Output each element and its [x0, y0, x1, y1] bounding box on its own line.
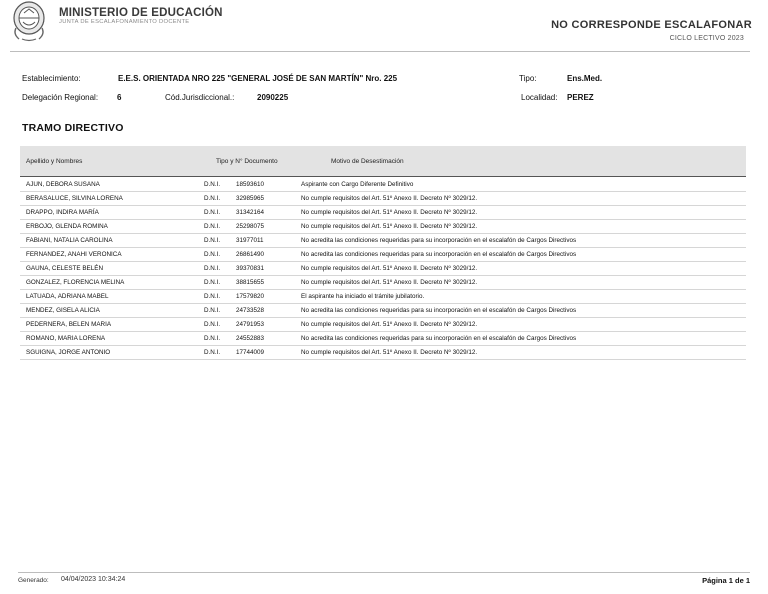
cell-doc-type: D.N.I. — [204, 321, 221, 328]
table-row — [20, 206, 746, 220]
cell-reason: No acredita las condiciones requeridas para su incorporación en el escalafón de Cargos Directivos — [301, 335, 577, 342]
cell-doc-type: D.N.I. — [204, 251, 221, 258]
cell-doc-type: D.N.I. — [204, 195, 221, 202]
cell-name: ROMANO, MARIA LORENA — [26, 335, 106, 342]
tipo-label: Tipo: — [519, 74, 537, 83]
table-row — [20, 290, 746, 304]
cell-reason: No cumple requisitos del Art. 51º Anexo II. Decreto Nº 3029/12. — [301, 209, 478, 216]
cell-reason: No cumple requisitos del Art. 51º Anexo II. Decreto Nº 3029/12. — [301, 195, 478, 202]
table-row — [20, 346, 746, 360]
table-row — [20, 192, 746, 206]
cell-name: GONZALEZ, FLORENCIA MELINA — [26, 279, 125, 286]
cell-name: AJUN, DEBORA SUSANA — [26, 181, 100, 188]
cell-reason: No acredita las condiciones requeridas para su incorporación en el escalafón de Cargos Directivos — [301, 307, 577, 314]
delegacion-label: Delegación Regional: — [22, 93, 99, 102]
cell-doc-type: D.N.I. — [204, 209, 221, 216]
cell-name: MENDEZ, GISELA ALICIA — [26, 307, 100, 314]
cell-doc-type: D.N.I. — [204, 279, 221, 286]
cell-doc-type: D.N.I. — [204, 237, 221, 244]
table-row — [20, 178, 746, 192]
table-row — [20, 234, 746, 248]
cell-doc-number: 24791953 — [236, 321, 265, 328]
cell-reason: No acredita las condiciones requeridas para su incorporación en el escalafón de Cargos Directivos — [301, 237, 577, 244]
cell-doc-number: 24733528 — [236, 307, 265, 314]
cell-name: LATUADA, ADRIANA MABEL — [26, 293, 109, 300]
cell-reason: No cumple requisitos del Art. 51º Anexo II. Decreto Nº 3029/12. — [301, 265, 478, 272]
cell-doc-number: 25298075 — [236, 223, 265, 230]
coat-of-arms-icon — [10, 0, 48, 42]
cell-doc-number: 17744009 — [236, 349, 265, 356]
tipo-value: Ens.Med. — [567, 74, 603, 83]
school-cycle: CICLO LECTIVO 2023 — [669, 35, 744, 42]
column-header-name: Apellido y Nombres — [26, 158, 83, 165]
cell-doc-type: D.N.I. — [204, 293, 221, 300]
cell-reason: El aspirante ha iniciado el trámite jubilatorio. — [301, 293, 425, 300]
cell-doc-number: 31977011 — [236, 237, 264, 244]
report-header — [0, 0, 768, 52]
page-number: Página 1 de 1 — [702, 576, 750, 585]
cell-doc-type: D.N.I. — [204, 223, 221, 230]
cell-doc-number: 32985965 — [236, 195, 265, 202]
cell-name: FABIANI, NATALIA CAROLINA — [26, 237, 113, 244]
generated-timestamp: 04/04/2023 10:34:24 — [61, 576, 126, 583]
cod-jurisdiccional-label: Cód.Jurisdiccional.: — [165, 93, 235, 102]
cell-reason: No cumple requisitos del Art. 51º Anexo II. Decreto Nº 3029/12. — [301, 349, 478, 356]
cell-doc-number: 26861490 — [236, 251, 265, 258]
section-title: TRAMO DIRECTIVO — [22, 122, 124, 134]
cell-doc-number: 39370831 — [236, 265, 265, 272]
cell-doc-type: D.N.I. — [204, 307, 221, 314]
establecimiento-value: E.E.S. ORIENTADA NRO 225 "GENERAL JOSÉ DE SAN MARTÍN" Nro. 225 — [118, 74, 398, 83]
column-header-document: Tipo y N° Documento — [216, 158, 278, 165]
table-body — [20, 178, 746, 360]
cell-doc-number: 38815655 — [236, 279, 265, 286]
cell-reason: No cumple requisitos del Art. 51º Anexo II. Decreto Nº 3029/12. — [301, 321, 478, 328]
cell-doc-number: 17579820 — [236, 293, 265, 300]
header-divider — [10, 51, 750, 52]
table-header — [20, 146, 746, 177]
table-row — [20, 332, 746, 346]
footer-divider — [18, 572, 750, 573]
cell-reason: No cumple requisitos del Art. 51º Anexo II. Decreto Nº 3029/12. — [301, 279, 478, 286]
cell-doc-number: 31342164 — [236, 209, 265, 216]
ministry-subtitle: JUNTA DE ESCALAFONAMIENTO DOCENTE — [59, 19, 190, 25]
cell-doc-type: D.N.I. — [204, 181, 221, 188]
table-row — [20, 318, 746, 332]
cell-doc-type: D.N.I. — [204, 265, 221, 272]
table-row — [20, 262, 746, 276]
localidad-label: Localidad: — [521, 93, 558, 102]
localidad-value: PEREZ — [567, 93, 594, 102]
cell-name: FERNANDEZ, ANAHI VERONICA — [26, 251, 122, 258]
cell-doc-type: D.N.I. — [204, 349, 221, 356]
table-row — [20, 248, 746, 262]
cod-jurisdiccional-value: 2090225 — [257, 93, 289, 102]
report-status-title: NO CORRESPONDE ESCALAFONAR — [551, 19, 752, 31]
column-header-reason: Motivo de Desestimación — [331, 158, 404, 165]
cell-reason: No acredita las condiciones requeridas para su incorporación en el escalafón de Cargos Directivos — [301, 251, 577, 258]
establecimiento-label: Establecimiento: — [22, 74, 81, 83]
cell-doc-number: 18593610 — [236, 181, 265, 188]
cell-name: ERBOJO, GLENDA ROMINA — [26, 223, 108, 230]
cell-name: DRAPPO, INDIRA MARÍA — [26, 209, 99, 216]
cell-doc-type: D.N.I. — [204, 335, 221, 342]
cell-name: SGUIGNA, JORGE ANTONIO — [26, 349, 111, 356]
cell-reason: No cumple requisitos del Art. 51º Anexo II. Decreto Nº 3029/12. — [301, 223, 478, 230]
generated-label: Generado: — [18, 577, 49, 584]
cell-name: PEDERNERA, BELEN MARIA — [26, 321, 112, 328]
cell-reason: Aspirante con Cargo Diferente Definitivo — [301, 181, 414, 188]
table-row — [20, 304, 746, 318]
cell-name: GAUNA, CELESTE BELÉN — [26, 265, 103, 272]
table-row — [20, 220, 746, 234]
table-row — [20, 276, 746, 290]
delegacion-value: 6 — [117, 93, 122, 102]
cell-doc-number: 24552883 — [236, 335, 265, 342]
cell-name: BERASALUCE, SILVINA LORENA — [26, 195, 123, 202]
ministry-name: MINISTERIO DE EDUCACIÓN — [59, 7, 223, 19]
